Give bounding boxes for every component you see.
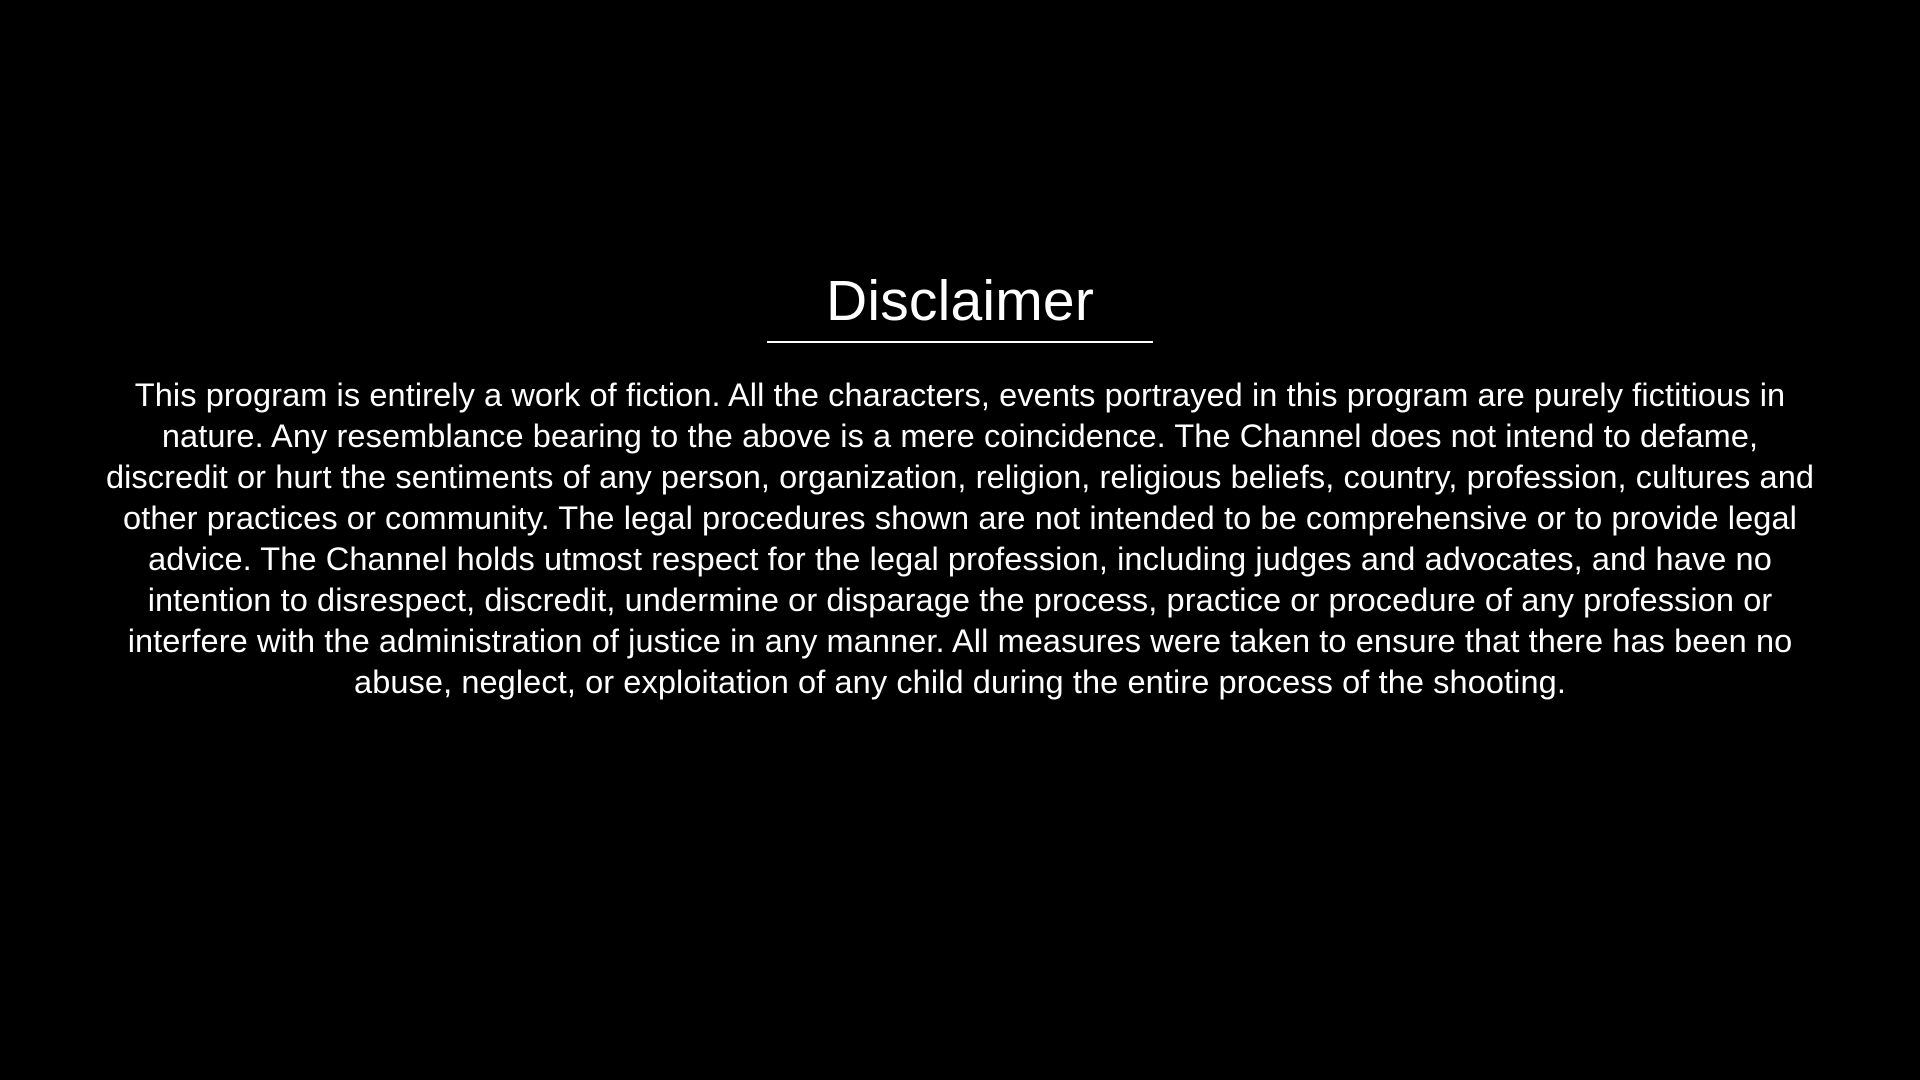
title-underline-divider	[767, 341, 1153, 343]
disclaimer-body-text: This program is entirely a work of fiction. All the characters, events portrayed in this program are purely fictitious in nature. Any resemblance bearing to the above is a mere coincidence. The Channel does not intend to defame, discredit or hurt the sentiments of any person, organization, religion, religious beliefs, country, profession, cultures and other practices or community. The legal procedures shown are not intended to be comprehensive or to provide legal advice. The Channel holds utmost respect for the legal profession, including judges and advocates, and have no intention to disrespect, discredit, undermine or disparage the process, practice or procedure of any profession or interfere with the administration of justice in any manner. All measures were taken to ensure that there has been no abuse, neglect, or exploitation of any child during the entire process of the shooting.	[105, 376, 1824, 700]
title-block	[767, 269, 1153, 343]
page-title: Disclaimer	[825, 269, 1095, 333]
